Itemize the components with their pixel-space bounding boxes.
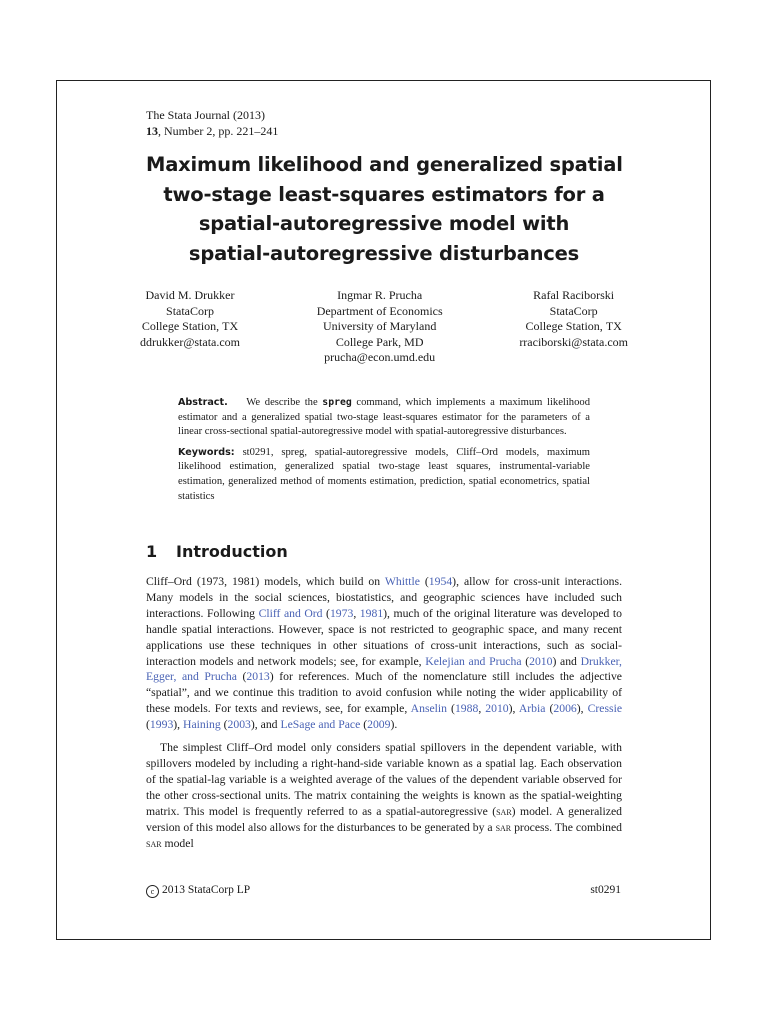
citation-link[interactable]: Cressie — [587, 702, 622, 716]
text: ( — [236, 670, 247, 684]
paragraph-2 — [146, 740, 622, 851]
body-text — [146, 574, 622, 851]
journal-name: The Stata Journal (2013) — [146, 108, 265, 122]
author-name: David M. Drukker — [145, 288, 235, 302]
citation-link[interactable]: 1973 — [329, 606, 354, 620]
journal-volume-line — [146, 123, 278, 139]
title-line-4: spatial-autoregressive disturbances — [188, 241, 580, 265]
author-city-line — [519, 319, 628, 335]
author-list — [140, 288, 628, 366]
text: ( — [419, 575, 429, 588]
title-line-2: two-stage least-squares estimators for a — [163, 182, 605, 206]
citation-link[interactable]: Cliff and Ord — [258, 606, 323, 620]
section-heading — [146, 541, 288, 563]
author-city: College Station, — [525, 319, 603, 333]
text: ) and — [552, 654, 581, 668]
abstract-text-start: We describe the — [246, 397, 323, 408]
citation-link[interactable]: 2003 — [227, 718, 251, 732]
section-title: Introduction — [176, 542, 288, 561]
citation-link[interactable]: 1981 — [359, 606, 384, 620]
section-number: 1 — [146, 542, 158, 561]
text: , — [478, 702, 486, 716]
footer-code: st0291 — [590, 884, 621, 896]
keywords-text: st0291, spreg, spatial-autoregressive models, Cliff–Ord models, maximum likelihood estimation, generalized spatial two-stage least squares, instrumental-variable estimation, generalized method of moments estimation, prediction, spatial econometrics, spatial statistics — [178, 446, 590, 502]
citation-link[interactable]: LeSage and Pace — [280, 718, 361, 732]
text: ), much of the original literature was developed to handle spatial interactions. However, space is not restricted to geographic space, and many recent applications use these techniques in other situations of cross-unit interactions, such as social-interaction models and network models; see, for example, — [146, 606, 622, 668]
text: ) for references. Much of the nomenclature still includes the adjective “spatial”, and we continue this tradition to avoid confusion while noting the wider applicability of these models. For texts and reviews, see, for example, — [146, 670, 622, 716]
paragraph-1 — [146, 574, 622, 733]
text: ( — [545, 702, 554, 716]
text: ) model. A generalized version of this model also allows for the disturbances to be generated by a — [146, 804, 622, 834]
author-drukker — [140, 288, 240, 366]
citation-link[interactable]: 2006 — [553, 702, 577, 716]
citation-link[interactable]: Haining — [183, 718, 221, 732]
author-org: StataCorp — [166, 303, 215, 318]
author-state: TX — [222, 319, 239, 333]
keywords-paragraph — [178, 446, 590, 504]
author-org: StataCorp — [549, 303, 598, 318]
text: ), allow for cross-unit interactions. Many models in the social sciences, biostatistics, and geographic sciences have included such interactions. Following — [146, 575, 622, 620]
command-name: spreg — [322, 397, 352, 408]
author-city: College Station, — [141, 319, 220, 333]
author-university: University of Maryland — [323, 319, 437, 333]
journal-volume: 13 — [146, 124, 158, 138]
citation-link[interactable]: Drukker, Egger, and Prucha — [146, 654, 622, 684]
author-prucha — [317, 288, 443, 366]
abstract-text-end: command, which implements a maximum likelihood estimator and a generalized spatial two-stage least-squares estimator for the parameters of a linear cross-sectional spatial-autoregressive model with spatial-autoregressive disturbances. — [178, 397, 590, 438]
text: ), — [576, 702, 588, 716]
author-city: College Park, — [335, 334, 402, 349]
text: , — [353, 606, 360, 620]
citation-link[interactable]: Kelejian and Prucha — [425, 654, 522, 668]
citation-link[interactable]: Whittle — [384, 575, 420, 588]
author-city-line — [317, 335, 443, 351]
text: ( — [322, 606, 330, 620]
text: The simplest Cliff–Ord model only considers spatial spillovers in the dependent variable, with spillovers modeled by including a right-hand-side variable known as a spatial lag. Each observation of the spatial-lag variable is a weighted average of the values of the dependent variable observed for the other cross-sectional units. The matrix containing the weights is known as the spatial-weighting matrix. This model is frequently referred to as a spatial-autoregressive ( — [146, 741, 622, 818]
author-state: MD — [404, 334, 424, 349]
citation-link[interactable]: 2010 — [485, 702, 509, 716]
acronym-sar: sar — [495, 820, 512, 834]
copyright-icon: c — [146, 885, 159, 898]
title-line-3: spatial-autoregressive model with — [198, 212, 570, 235]
paper-title — [146, 150, 622, 268]
citation-link[interactable]: Arbia — [518, 702, 546, 716]
abstract-label: Abstract. — [178, 397, 228, 408]
copyright-text: 2013 StataCorp LP — [162, 884, 251, 896]
acronym-sar: sar — [496, 804, 512, 818]
title-line-1: Maximum likelihood and generalized spatial — [146, 153, 623, 176]
text: ( — [220, 718, 228, 732]
citation-link[interactable]: 2010 — [529, 654, 553, 668]
text: ), — [508, 702, 519, 716]
text: ( — [360, 718, 368, 732]
author-state: TX — [605, 319, 622, 333]
text: model — [161, 836, 194, 850]
abstract-block — [178, 396, 590, 504]
text: ), — [173, 718, 184, 732]
citation-link[interactable]: 2009 — [367, 718, 391, 732]
footer-copyright — [146, 883, 250, 898]
author-email: prucha@econ.umd.edu — [324, 350, 436, 364]
text: ), and — [250, 718, 281, 732]
text: ( — [447, 702, 455, 716]
journal-info — [146, 107, 278, 139]
citation-link[interactable]: 2013 — [246, 670, 270, 684]
text: process. The combined — [511, 820, 622, 834]
author-email: ddrukker@stata.com — [140, 334, 241, 349]
text: ( — [521, 654, 530, 668]
citation-link[interactable]: Anselin — [410, 702, 448, 716]
author-city-line — [140, 319, 240, 335]
author-email: rraciborski@stata.com — [519, 334, 628, 349]
journal-issue-pages: , Number 2, pp. 221–241 — [158, 124, 279, 138]
text: ( — [146, 718, 150, 732]
author-raciborski — [519, 288, 628, 366]
abstract-paragraph — [178, 396, 590, 440]
citation-link[interactable]: 1954 — [428, 575, 453, 588]
keywords-label: Keywords: — [178, 446, 235, 458]
author-name: Rafal Raciborski — [533, 288, 615, 302]
citation-link[interactable]: 1993 — [149, 718, 174, 732]
author-org: Department of Economics — [316, 303, 443, 318]
acronym-sar: sar — [146, 836, 162, 850]
text: ). — [390, 718, 398, 732]
text: Cliff–Ord (1973, 1981) models, which build on — [146, 575, 385, 588]
citation-link[interactable]: 1988 — [454, 702, 479, 716]
author-name: Ingmar R. Prucha — [337, 288, 423, 302]
